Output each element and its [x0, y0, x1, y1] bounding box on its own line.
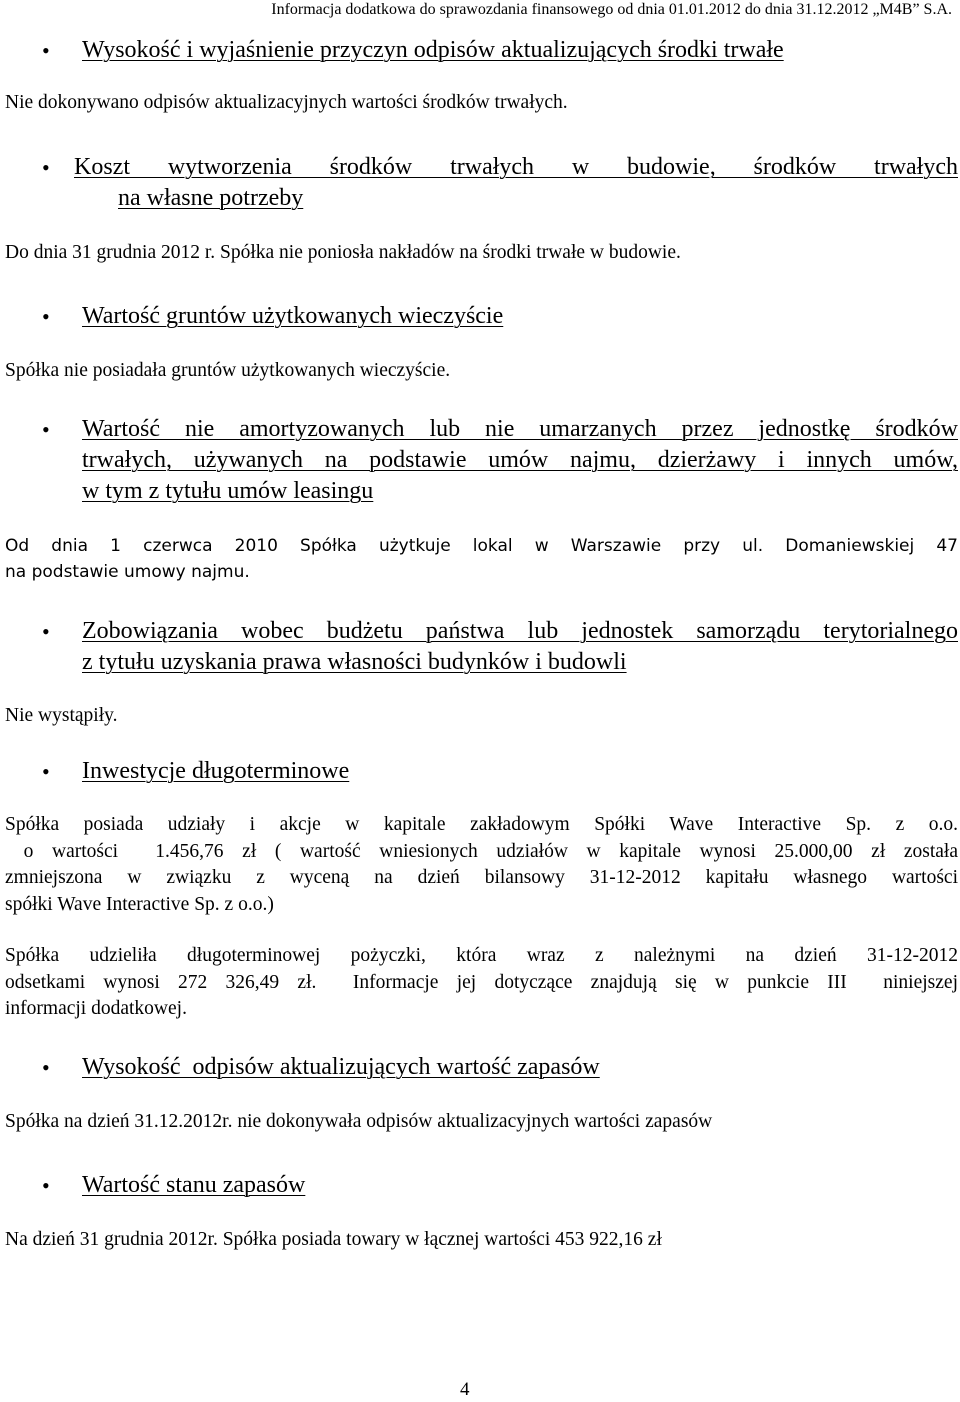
section-body-6-loan — [5, 943, 958, 1023]
section-title-7: Wysokość odpisów aktualizujących wartość zapasów — [82, 1054, 600, 1080]
section-title-5-line-1: Zobowiązania wobec budżetu państwa lub jednostek samorządu terytorialnego — [82, 618, 958, 644]
section-body-5: Nie wystąpiły. — [5, 705, 118, 726]
section-body-8: Na dzień 31 grudnia 2012r. Spółka posiada towary w łącznej wartości 453 922,16 zł — [5, 1229, 662, 1250]
section-title-4-line-2: trwałych, używanych na podstawie umów najmu, dzierżawy i innych umów, — [82, 447, 958, 473]
bullet-icon: • — [42, 619, 50, 644]
section-body-6-loan-line-3: informacji dodatkowej. — [5, 998, 187, 1019]
section-title-2-line-1: Koszt wytworzenia środków trwałych w budowie, środków trwałych — [74, 154, 958, 180]
page-number: 4 — [460, 1379, 470, 1400]
page-header: Informacja dodatkowa do sprawozdania finansowego od dnia 01.01.2012 do dnia 31.12.2012 „M4B” S.A. — [271, 1, 952, 18]
bullet-icon: • — [42, 38, 50, 63]
section-heading-4 — [0, 414, 958, 507]
section-body-6-loan-line-1: Spółka udzieliła długoterminowej pożyczki, która wraz z należnymi na dzień 31-12-2012 — [5, 945, 958, 966]
section-title-6: Inwestycje długoterminowe — [82, 758, 350, 784]
section-body-4-line-2: na podstawie umowy najmu. — [5, 562, 250, 582]
section-title-8: Wartość stanu zapasów — [82, 1172, 306, 1198]
section-body-6-loan-line-2: odsetkami wynosi 272 326,49 zł. Informacje jej dotyczące znajdują się w punkcie III niniejszej — [5, 971, 958, 993]
bullet-icon: • — [42, 155, 50, 180]
section-body-4 — [5, 533, 958, 585]
section-heading-5 — [0, 616, 958, 678]
section-body-6-line-1: Spółka posiada udziały i akcje w kapitale zakładowym Spółki Wave Interactive Sp. z o.o. — [5, 814, 958, 835]
bullet-icon: • — [42, 759, 50, 784]
section-body-3: Spółka nie posiadała gruntów użytkowanych wieczyście. — [5, 360, 451, 381]
section-heading-2 — [0, 152, 958, 214]
bullet-icon: • — [42, 1173, 50, 1198]
section-title-2-line-2: na własne potrzeby — [118, 185, 304, 211]
section-body-4-line-1: Od dnia 1 czerwca 2010 Spółka użytkuje lokal w Warszawie przy ul. Domaniewskiej 47 — [5, 536, 958, 556]
section-title-5-line-2: z tytułu uzyskania prawa własności budynków i budowli — [82, 649, 627, 675]
section-body-7: Spółka na dzień 31.12.2012r. nie dokonywała odpisów aktualizacyjnych wartości zapasów — [5, 1111, 713, 1132]
bullet-icon: • — [42, 417, 50, 442]
section-title-3: Wartość gruntów użytkowanych wieczyście — [82, 303, 504, 329]
bullet-icon: • — [42, 1055, 50, 1080]
section-body-6-line-3: zmniejszona w związku z wyceną na dzień bilansowy 31-12-2012 kapitału własnego wartości — [5, 867, 958, 888]
section-body-6 — [5, 812, 958, 918]
section-body-6-line-2: o wartości 1.456,76 zł ( wartość wniesionych udziałów w kapitale wynosi 25.000,00 zł została — [5, 840, 958, 862]
section-body-2: Do dnia 31 grudnia 2012 r. Spółka nie poniosła nakładów na środki trwałe w budowie. — [5, 242, 681, 263]
section-title-4-line-3: w tym z tytułu umów leasingu — [82, 478, 374, 504]
bullet-icon: • — [42, 304, 50, 329]
section-body-1: Nie dokonywano odpisów aktualizacyjnych wartości środków trwałych. — [5, 92, 568, 113]
section-body-6-line-4: spółki Wave Interactive Sp. z o.o.) — [5, 893, 274, 915]
section-title-1: Wysokość i wyjaśnienie przyczyn odpisów aktualizujących środki trwałe — [82, 37, 784, 63]
section-title-4-line-1: Wartość nie amortyzowanych lub nie umarzanych przez jednostkę środków — [82, 416, 958, 442]
